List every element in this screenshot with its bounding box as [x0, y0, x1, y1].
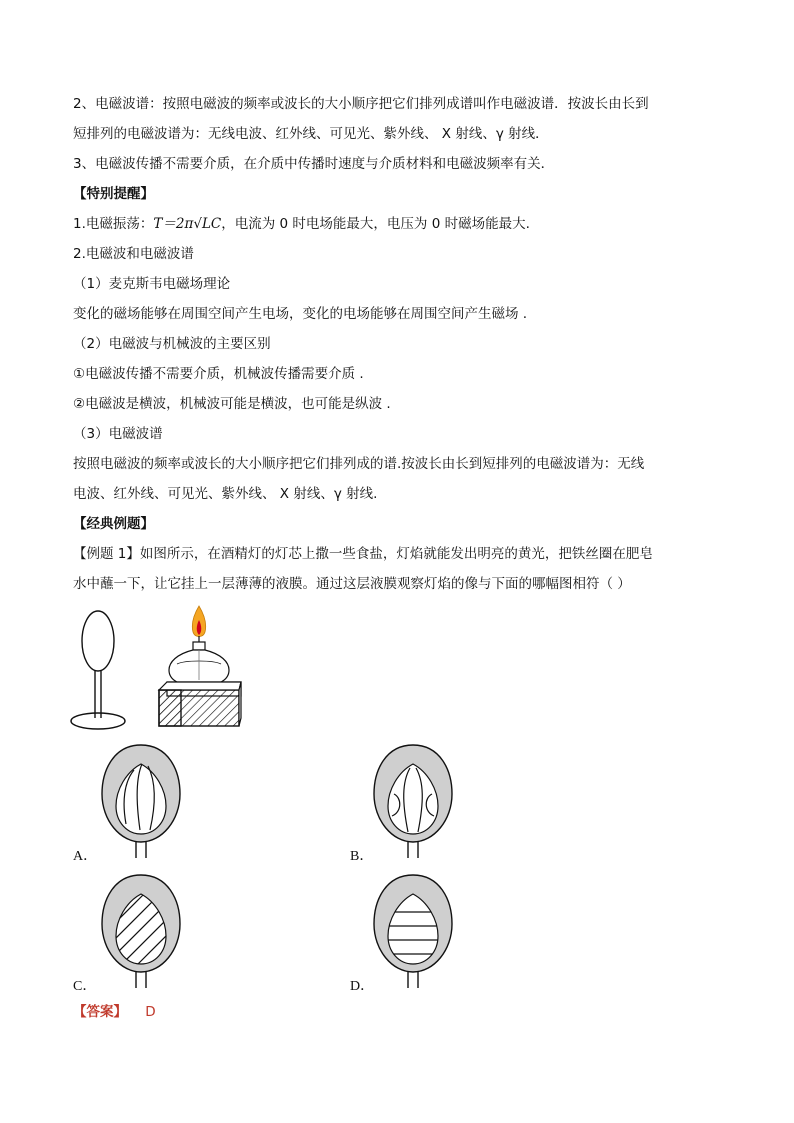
answer-line: [73, 1002, 156, 1022]
section-heading-examples: 【经典例题】: [73, 516, 154, 532]
option-d-label[interactable]: D．: [350, 979, 375, 994]
text-line-12: （3）电磁波谱: [73, 426, 163, 442]
text-line-10: ①电磁波传播不需要介质，机械波传播需要介质 .: [73, 366, 364, 382]
wire-loop-figure: [68, 606, 128, 736]
text-line-13: 按照电磁波的频率或波长的大小顺序把它们排列成的谱.按波长由长到短排列的电磁波谱为：无线: [73, 456, 645, 472]
text-line-5-pre: 1.电磁振荡：: [73, 216, 154, 232]
option-b-label[interactable]: B．: [350, 849, 374, 864]
section-heading-tips: 【特别提醒】: [73, 186, 154, 202]
text-line-1: 2、电磁波谱：按照电磁波的频率或波长的大小顺序把它们排列成谱叫作电磁波谱．按波长由长到: [73, 96, 649, 112]
option-c-figure[interactable]: [96, 872, 186, 990]
alcohol-lamp-figure: [155, 600, 245, 730]
formula-period: T＝2π√LC: [153, 216, 222, 232]
option-c-label[interactable]: C．: [73, 979, 97, 994]
text-line-9: （2）电磁波与机械波的主要区别: [73, 336, 271, 352]
text-line-3: 3、电磁波传播不需要介质，在介质中传播时速度与介质材料和电磁波频率有关．: [73, 156, 555, 172]
text-line-5: [73, 214, 530, 234]
question-line-2: 水中蘸一下，让它挂上一层薄薄的液膜。通过这层液膜观察灯焰的像与下面的哪幅图相符（ ）: [73, 576, 631, 592]
text-line-11: ②电磁波是横波，机械波可能是横波，也可能是纵波 .: [73, 396, 391, 412]
text-line-7: （1）麦克斯韦电磁场理论: [73, 276, 231, 292]
answer-value: D: [145, 1004, 156, 1020]
text-line-14: 电波、红外线、可见光、紫外线、 X 射线、γ 射线.: [73, 486, 378, 502]
text-line-6: 2.电磁波和电磁波谱: [73, 246, 194, 262]
option-a-figure[interactable]: [96, 742, 186, 860]
question-line-1: 【例题 1】如图所示，在酒精灯的灯芯上撒一些食盐，灯焰就能发出明亮的黄光，把铁丝圈在肥皂: [73, 546, 653, 562]
option-a-label[interactable]: A．: [73, 849, 98, 864]
text-line-8: 变化的磁场能够在周围空间产生电场，变化的电场能够在周围空间产生磁场 .: [73, 306, 528, 322]
text-line-2: 短排列的电磁波谱为：无线电波、红外线、可见光、紫外线、 X 射线、γ 射线．: [73, 126, 549, 142]
option-d-figure[interactable]: [368, 872, 458, 990]
option-b-figure[interactable]: [368, 742, 458, 860]
text-line-5-post: ，电流为 0 时电场能最大，电压为 0 时磁场能最大.: [221, 216, 530, 232]
answer-label: 【答案】: [73, 1004, 127, 1020]
